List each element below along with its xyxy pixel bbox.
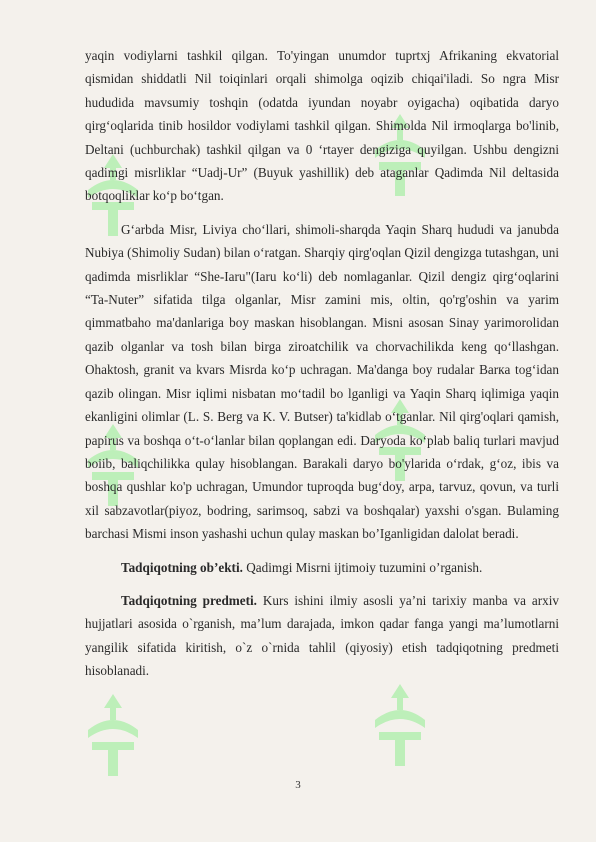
research-object-text: Qadimgi Misrni ijtimoiy tuzumini o’rganish.	[242, 559, 483, 575]
research-object-heading: Tadqiqotning ob’ekti.	[121, 559, 243, 575]
watermark-logo	[78, 690, 148, 780]
document-body	[85, 44, 559, 683]
research-subject-heading: Tadqiqotning predmeti.	[121, 592, 257, 608]
paragraph-geography: G‘arbda Misr, Liviya cho‘llari, shimoli-sharqda Yaqin Sharq hududi va janubda Nubiya (Shimoliy Sudan) bilan o‘ratgan. Sharqiy qirg'oqlan Qizil dengizga tutashgan, uni qadimda misrliklar “She-Iaru"(Iaru ko‘li) deb nomlaganlar. Qizil dengiz qirg‘oqlarini “Ta-Nuter” sifatida tilga olganlar, Misr zamini mis, oltin, qo'rg'oshin va yarim qimmatbaho ma'danlariga boy maskan hisoblangan. Misni asosan Sinay yarimorolidan qazib olganlar va tosh bilan birga ziroatchilik va chorvachilikda keng qo‘llashgan. Ohaktosh, granit va kvars Misrda ko‘p uchragan. Ma'danga boy rudalar Barкa tog‘idan qazib olingan. Misr iqlimi nisbatan mo‘tadil bo lganligi va Yaqin Sharq iqlimiga yaqin ekanligini olimlar (L. S. Berg va K. V. Butser) ta'kidlab o‘tganlar. Nil qirg'oqlari qamish, papirus va boshqa o‘t-o‘lanlar bilan qoplangan edi. Daryoda ko‘plab baliq turlari mavjud boiib, baliqchilikka qulay hisoblangan. Barakali daryo bo'ylarida o‘rdak, g‘oz, ibis va boshqa qushlar ko'p uchragan, Umundor tuproqda bug‘doy, arpa, tarvuz, qovun, va turli xil sabzavotlar(piyoz, bodring, sarimsoq, sabzi va boshqalar) yaxshi o'sgan. Bulaming barchasi Mismi inson yashashi uchun qulay maskan bo’Iganligidan dalolat beradi.	[85, 221, 559, 542]
watermark-logo	[365, 680, 435, 770]
paragraph-continuation: yaqin vodiylarni tashkil qilgan. To'yingan unumdor tuprtxj Afrikaning ekvatorial qismidan shiddatli Nil toiqinlari orqali shimolga oqizib chiqai'iladi. So ngra Misr hududida mavsumiy toshqin (odatda iyundan noyabr oyigacha) oqibatida daryo qirg‘oqlarida tinib hosildor vodiylami tashkil qilgan. Shimolda Nil irmoqlarga bo'linib, Deltani (uchburchak) tashkil qilgan va 0 ‘rtayer dengiziga quyilgan. Ushbu dengizni qadimgi misrliklar “Uadj-Ur” (Buyuk yashillik) deb ataganlar Qadimda Nil deltasida botqoqliklar ko‘p bo‘tgan.	[85, 48, 559, 204]
paragraph-research-object	[85, 556, 559, 579]
research-subject-text: Kurs ishini ilmiy asosli ya’ni tarixiy manba va arxiv hujjatlari asosida o`rganish, ma’lum darajada, imkon qadar fanga yangi ma’lumotlarni yangilik sifatida kiritish, o`z o`rnida tahlil (qiyosiy) etish tadqiqotning predmeti hisoblanadi.	[85, 592, 559, 679]
page-number: 3	[295, 779, 301, 791]
paragraph-research-subject	[85, 589, 559, 683]
